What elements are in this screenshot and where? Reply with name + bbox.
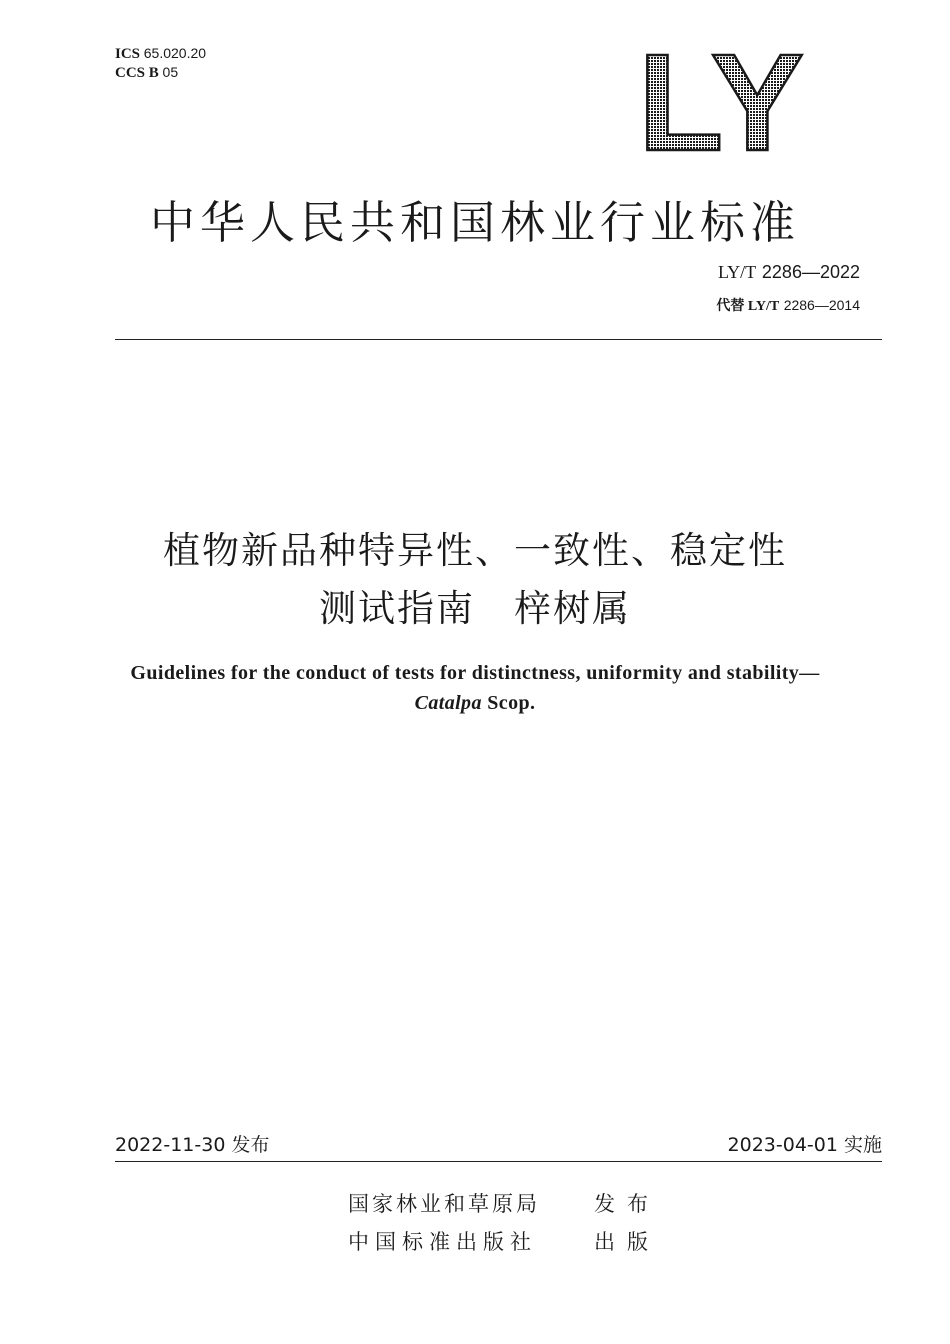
issuer-action: 发布 xyxy=(594,1192,660,1216)
title-en-genus: Catalpa xyxy=(414,692,482,714)
logo-lettering: LY xyxy=(638,48,804,156)
classification-codes xyxy=(115,44,206,82)
ccs-code: CCS B 05 xyxy=(115,64,179,81)
effective-date: 2023-04-01 实施 xyxy=(727,1134,882,1156)
press-name: 中国标准出版社 xyxy=(348,1230,537,1254)
top-divider xyxy=(115,339,882,340)
title-en-line2 xyxy=(0,692,950,715)
bottom-divider xyxy=(115,1161,882,1162)
title-en-line1: Guidelines for the conduct of tests for distinctness, uniformity and stability— xyxy=(130,662,820,684)
ly-logo xyxy=(636,48,806,156)
standard-category: 中华人民共和国林业行业标准 xyxy=(149,196,800,249)
title-cn-line1: 植物新品种特异性、一致性、稳定性 xyxy=(163,529,787,572)
press-action: 出版 xyxy=(594,1230,660,1254)
issue-date: 2022-11-30 发布 xyxy=(115,1134,270,1156)
title-en-suffix: Scop. xyxy=(487,692,536,714)
ics-code: ICS 65.020.20 xyxy=(115,45,207,62)
replaces-standard: 代替 LY/T 2286—2014 xyxy=(716,297,860,314)
issuer-name: 国家林业和草原局 xyxy=(348,1192,540,1216)
title-cn-line2: 测试指南 梓树属 xyxy=(319,587,631,630)
standard-number: LY/T 2286—2022 xyxy=(717,262,860,282)
